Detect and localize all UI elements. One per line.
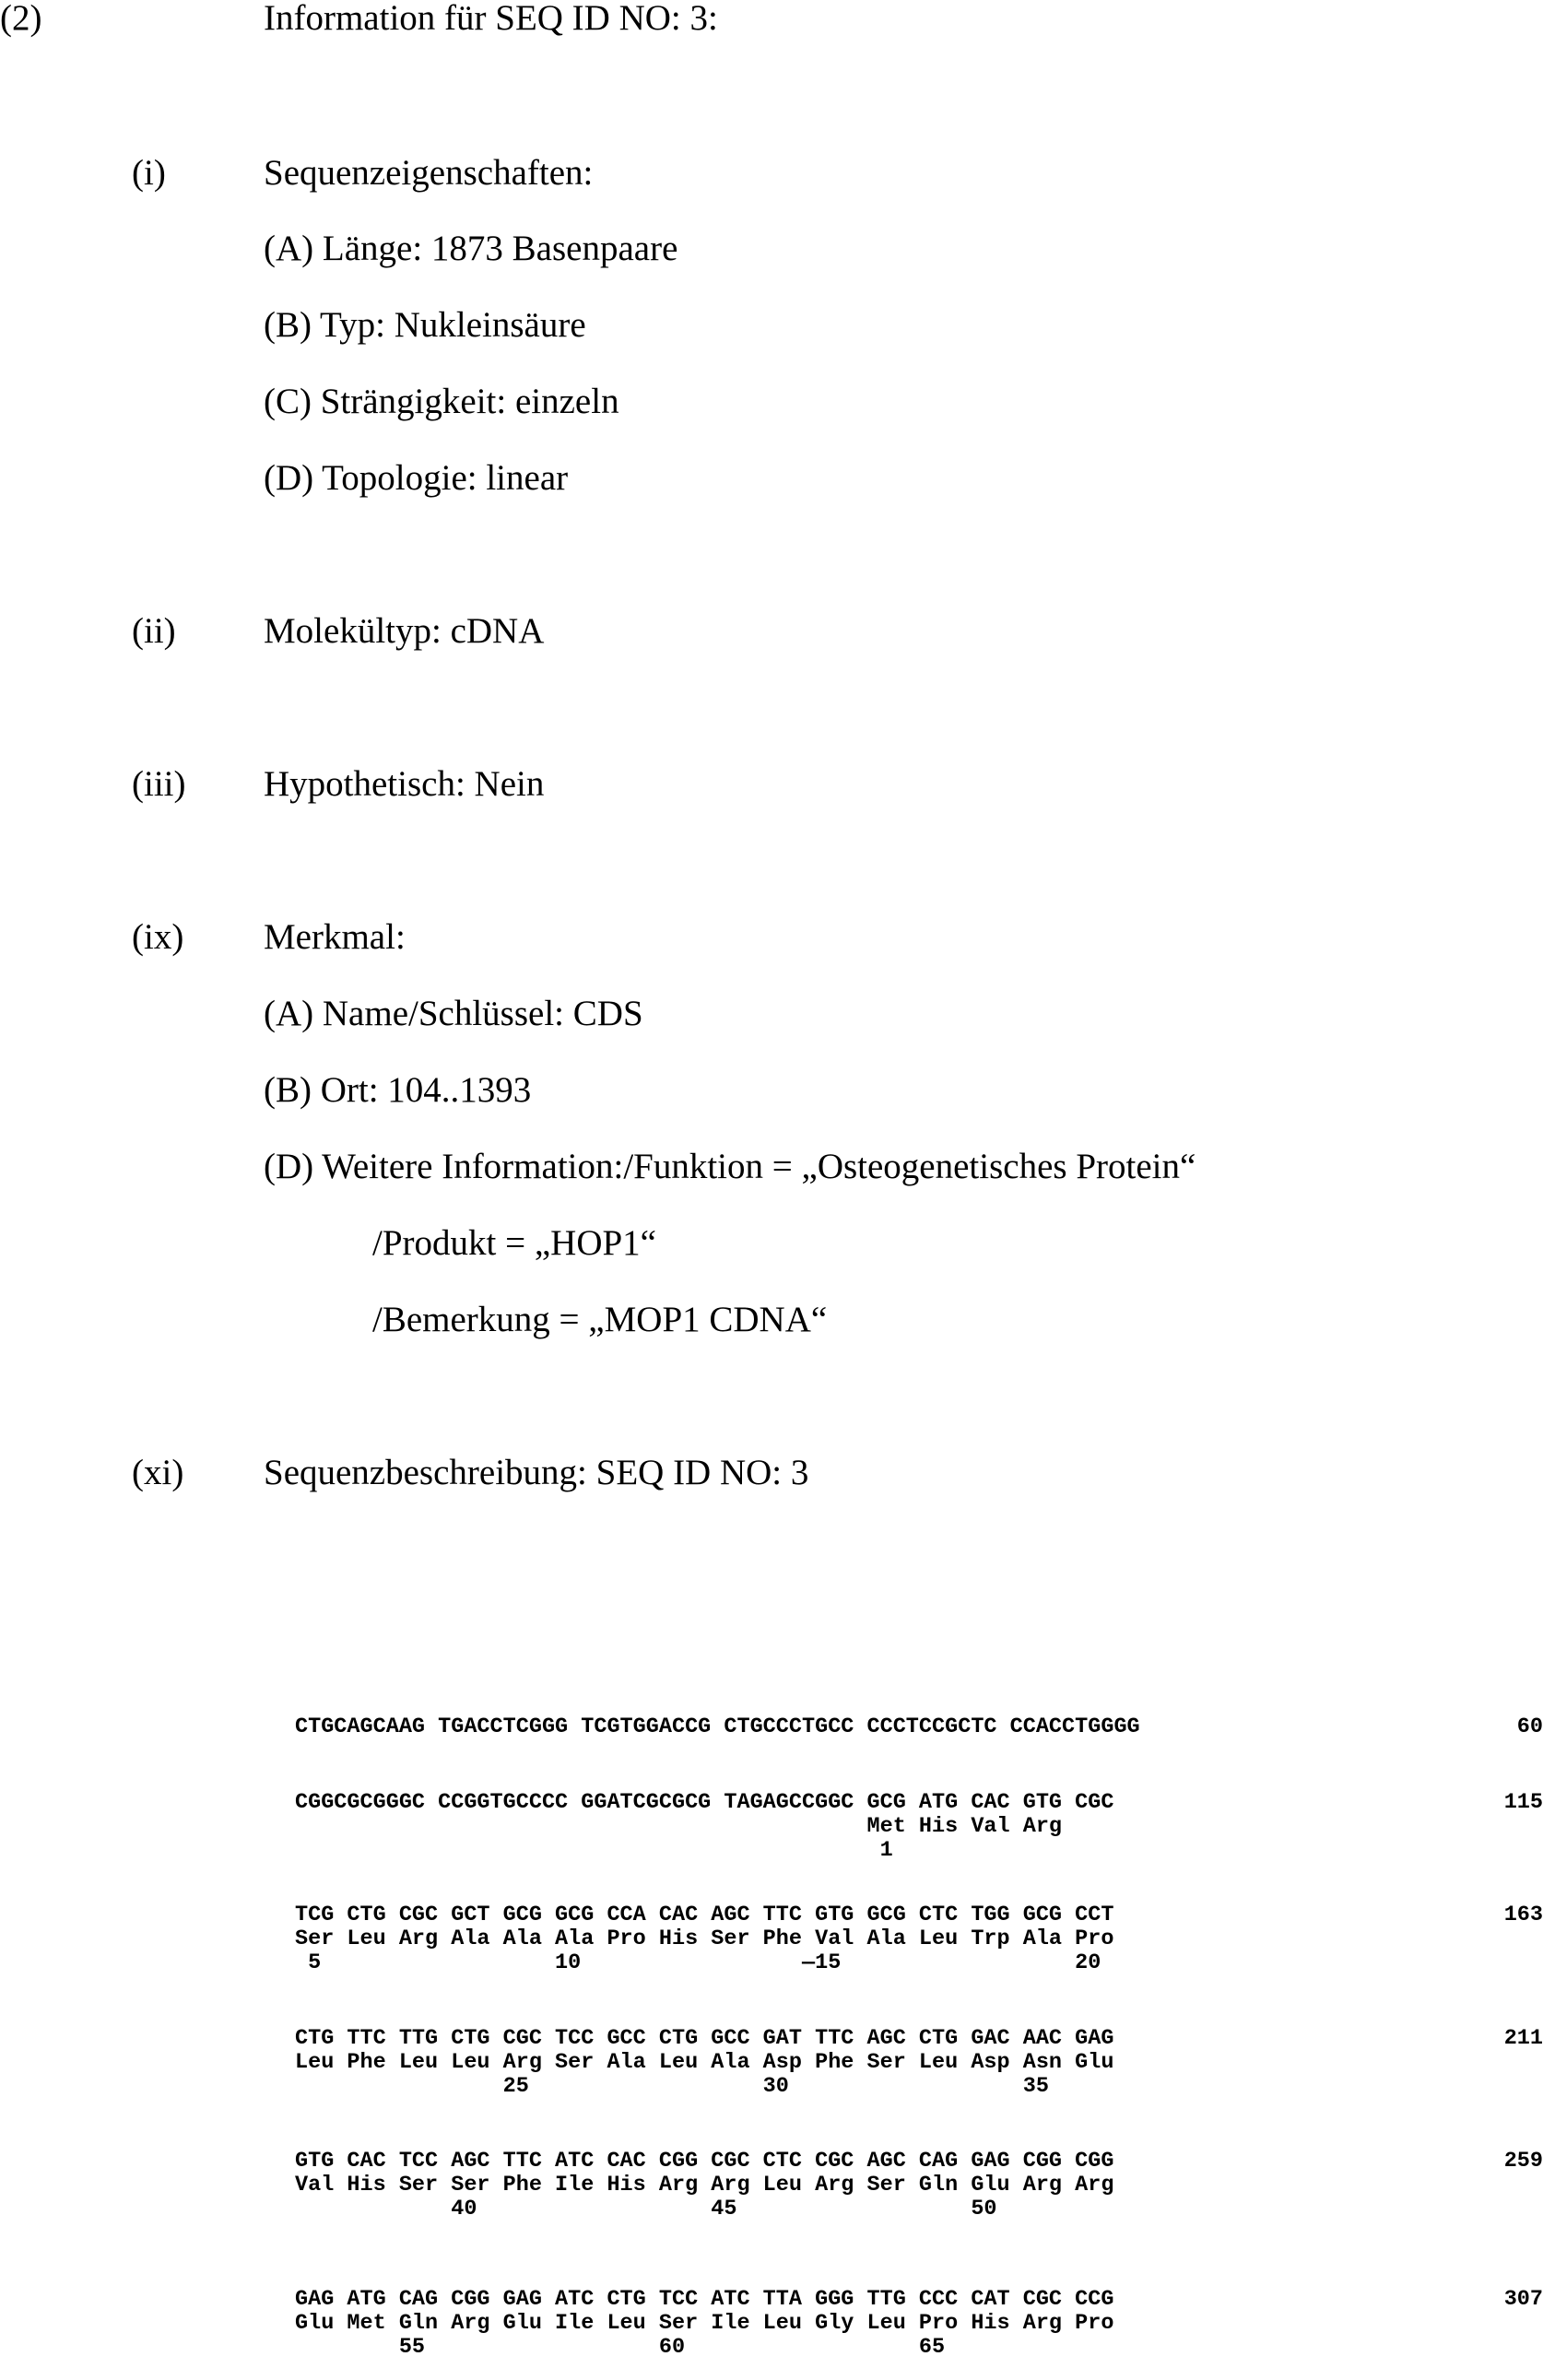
section-ii-index: (ii) <box>132 611 176 651</box>
property-strandedness: (C) Strängigkeit: einzeln <box>264 382 619 421</box>
position-number: 163 <box>1503 1903 1543 1927</box>
position-number: 211 <box>1503 2026 1543 2051</box>
position-number: 259 <box>1503 2149 1543 2174</box>
feature-product: /Produkt = „HOP1“ <box>372 1223 656 1263</box>
residue-number-row: 1 <box>295 1838 893 1863</box>
property-topology: (D) Topologie: linear <box>264 458 569 498</box>
hypothetical: Hypothetisch: Nein <box>264 764 545 804</box>
property-length: (A) Länge: 1873 Basenpaare <box>264 229 678 268</box>
amino-acid-row: Met His Val Arg <box>295 1814 1063 1839</box>
position-number: 115 <box>1503 1790 1543 1815</box>
header-index: (2) <box>0 0 42 38</box>
amino-acid-row: Val His Ser Ser Phe Ile His Arg Arg Leu Arg Ser Gln Glu Arg Arg <box>295 2173 1114 2197</box>
header-title: Information für SEQ ID NO: 3: <box>264 0 718 38</box>
nucleotide-row: TCG CTG CGC GCT GCG GCG CCA CAC AGC TTC GTG GCG CTC TGG GCG CCT <box>295 1903 1114 1927</box>
amino-acid-row: Glu Met Gln Arg Glu Ile Leu Ser Ile Leu Gly Leu Pro His Arg Pro <box>295 2311 1114 2336</box>
section-xi-index: (xi) <box>132 1453 184 1492</box>
amino-acid-row: Leu Phe Leu Leu Arg Ser Ala Leu Ala Asp Phe Ser Leu Asp Asn Glu <box>295 2050 1114 2075</box>
nucleotide-row: CTGCAGCAAG TGACCTCGGG TCGTGGACCG CTGCCCTGCC CCCTCCGCTC CCACCTGGGG <box>295 1714 1140 1739</box>
residue-number-row: 25 30 35 <box>295 2074 1049 2099</box>
nucleotide-row: CTG TTC TTG CTG CGC TCC GCC CTG GCC GAT TTC AGC CTG GAC AAC GAG <box>295 2026 1114 2051</box>
amino-acid-row: Ser Leu Arg Ala Ala Ala Pro His Ser Phe Val Ala Leu Trp Ala Pro <box>295 1926 1114 1951</box>
property-type: (B) Typ: Nukleinsäure <box>264 305 586 345</box>
sequence-description: Sequenzbeschreibung: SEQ ID NO: 3 <box>264 1453 809 1492</box>
section-iii-index: (iii) <box>132 764 186 804</box>
position-number: 307 <box>1503 2287 1543 2312</box>
molecule-type: Molekültyp: cDNA <box>264 611 545 651</box>
nucleotide-row: GTG CAC TCC AGC TTC ATC CAC CGG CGC CTC CGC AGC CAG GAG CGG CGG <box>295 2149 1114 2174</box>
residue-number-row: 5 10 —15 20 <box>295 1950 1101 1975</box>
feature-label: Merkmal: <box>264 917 406 957</box>
residue-number-row: 55 60 65 <box>295 2335 946 2360</box>
nucleotide-row: CGGCGCGGGC CCGGTGCCCC GGATCGCGCG TAGAGCCGGC GCG ATG CAC GTG CGC <box>295 1790 1114 1815</box>
feature-location: (B) Ort: 104..1393 <box>264 1070 532 1110</box>
section-i-index: (i) <box>132 153 166 193</box>
position-number: 60 <box>1516 1714 1543 1739</box>
nucleotide-row: GAG ATG CAG CGG GAG ATC CTG TCC ATC TTA GGG TTG CCC CAT CGC CCG <box>295 2287 1114 2312</box>
residue-number-row: 40 45 50 <box>295 2197 997 2221</box>
feature-name-key: (A) Name/Schlüssel: CDS <box>264 994 643 1033</box>
feature-note: /Bemerkung = „MOP1 CDNA“ <box>372 1300 828 1339</box>
feature-function: (D) Weitere Information:/Funktion = „Osteogenetisches Protein“ <box>264 1147 1196 1186</box>
section-ix-index: (ix) <box>132 917 184 957</box>
section-i-label: Sequenzeigenschaften: <box>264 153 594 193</box>
